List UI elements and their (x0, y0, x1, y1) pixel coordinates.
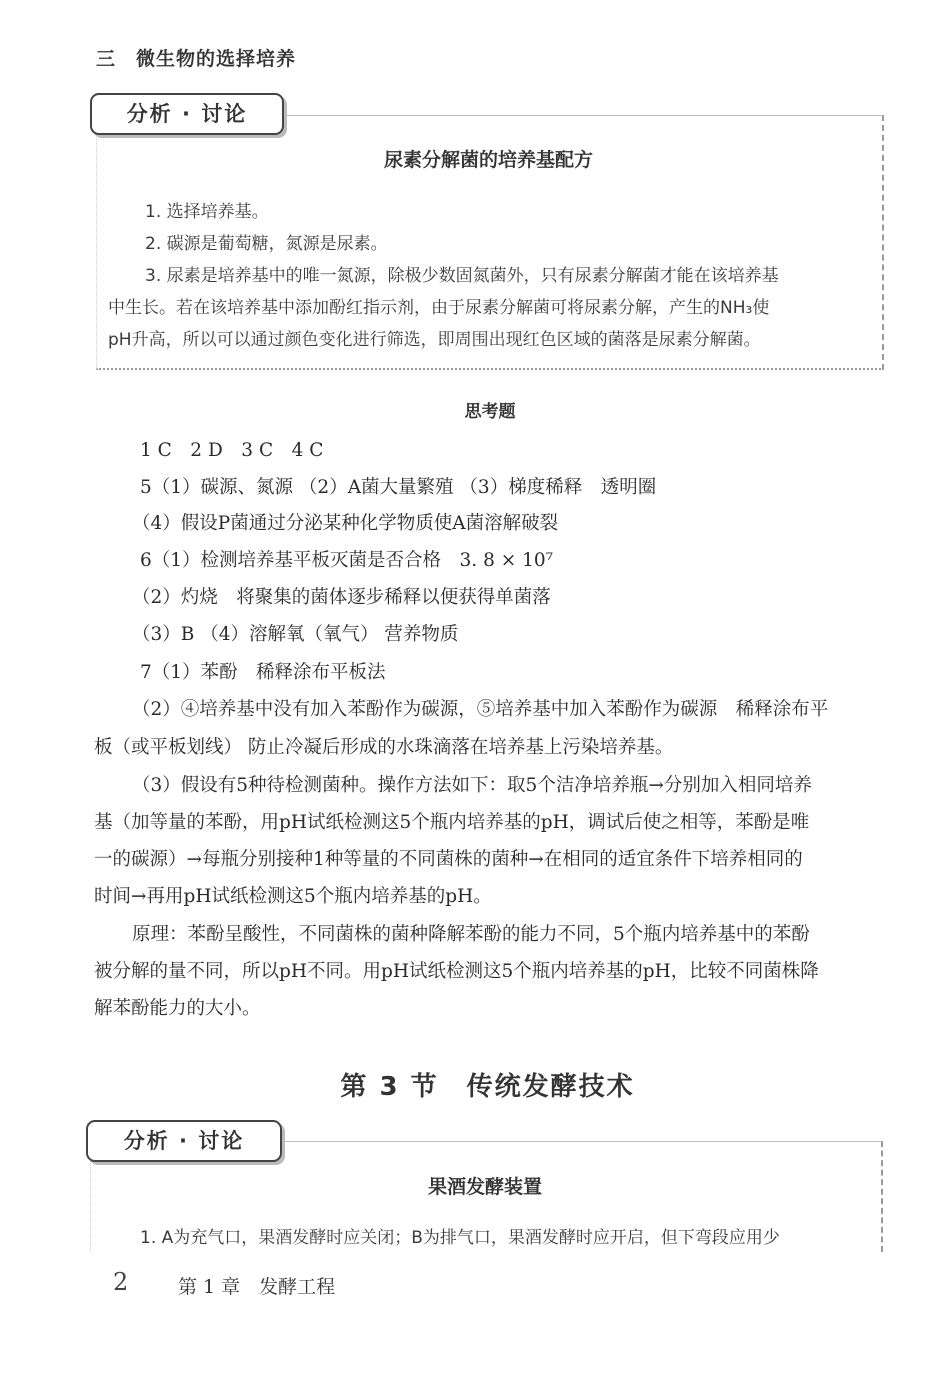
box1-line-2: 2. 碳源是葡萄糖，氮源是尿素。 (145, 234, 388, 254)
answer-line-15: 被分解的量不同，所以pH不同。用pH试纸检测这5个瓶内培养基的pH，比较不同菌株降 (94, 961, 819, 982)
box1-line-3: 3. 尿素是培养基中的唯一氮源，除极少数固氮菌外，只有尿素分解菌才能在该培养基 (145, 266, 779, 286)
answer-line-13: 时间→再用pH试纸检测这5个瓶内培养基的pH。 (94, 886, 492, 907)
answer-line-12: 一的碳源）→每瓶分别接种1种等量的不同菌株的菌种→在相同的适宜条件下培养相同的 (94, 849, 803, 870)
answer-line-11: 基（加等量的苯酚，用pH试纸检测这5个瓶内培养基的pH，调试后使之相等，苯酚是唯 (94, 812, 810, 833)
box1-title: 尿素分解菌的培养基配方 (383, 149, 593, 171)
page-number: 2 (113, 1268, 129, 1296)
answer-line-7: 7（1）苯酚 稀释涂布平板法 (140, 662, 386, 683)
answer-line-3: （4）假设P菌通过分泌某种化学物质使A菌溶解破裂 (132, 513, 559, 534)
answer-line-2: 5（1）碳源、氮源 （2）A菌大量繁殖 （3）梯度稀释 透明圈 (140, 477, 657, 498)
discussion-tag-1: 分析 · 讨论 (90, 93, 284, 135)
discussion-tag-2: 分析 · 讨论 (86, 1120, 282, 1162)
box2-title: 果酒发酵装置 (427, 1176, 542, 1198)
answer-line-5: （2）灼烧 将聚集的菌体逐步稀释以便获得单菌落 (132, 587, 551, 608)
box2-line-1: 1. A为充气口，果酒发酵时应关闭；B为排气口，果酒发酵时应开启，但下弯段应用少 (140, 1228, 780, 1248)
answer-line-9: 板（或平板划线） 防止冷凝后形成的水珠滴落在培养基上污染培养基。 (94, 737, 674, 758)
box1-line-4: 中生长。若在该培养基中添加酚红指示剂，由于尿素分解菌可将尿素分解，产生的NH₃使 (108, 298, 770, 318)
answer-line-16: 解苯酚能力的大小。 (94, 998, 261, 1019)
answer-line-4: 6（1）检测培养基平板灭菌是否合格 3. 8 × 10⁷ (140, 550, 554, 571)
footer-chapter-label: 第 1 章 发酵工程 (178, 1276, 336, 1298)
answer-line-6: （3）B （4）溶解氧（氧气） 营养物质 (132, 624, 459, 645)
box1-line-1: 1. 选择培养基。 (145, 202, 269, 222)
section-title: 第 3 节 传统发酵技术 (340, 1072, 635, 1102)
answer-line-1: 1 C 2 D 3 C 4 C (140, 440, 324, 461)
answer-line-8: （2）④培养基中没有加入苯酚作为碳源，⑤培养基中加入苯酚作为碳源 稀释涂布平 (132, 699, 829, 720)
running-header: 三 微生物的选择培养 (96, 48, 297, 70)
box1-line-5: pH升高，所以可以通过颜色变化进行筛选，即周围出现红色区域的菌落是尿素分解菌。 (108, 330, 761, 350)
answer-line-10: （3）假设有5种待检测菌种。操作方法如下：取5个洁净培养瓶→分别加入相同培养 (132, 775, 812, 796)
answer-line-14: 原理：苯酚呈酸性，不同菌株的菌种降解苯酚的能力不同，5个瓶内培养基中的苯酚 (132, 924, 810, 945)
questions-title: 思考题 (464, 402, 516, 422)
